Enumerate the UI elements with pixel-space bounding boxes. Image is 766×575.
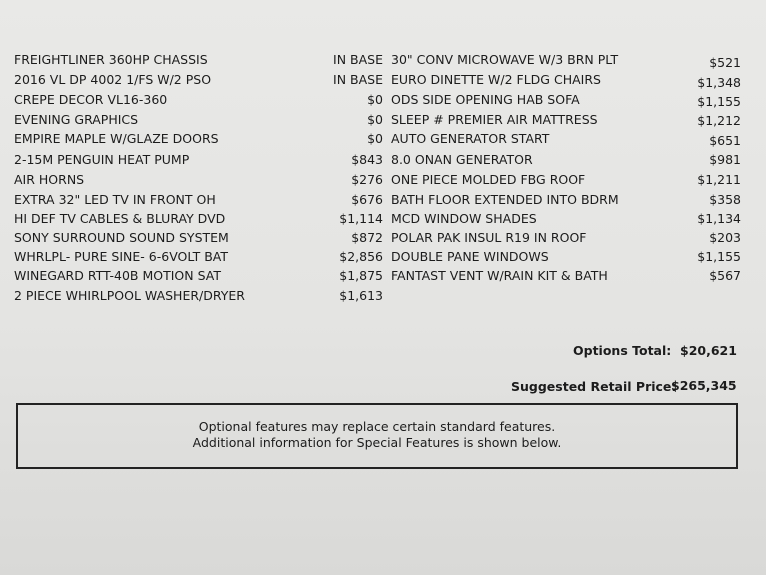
options-row: [0, 286, 766, 305]
option-price: $651: [709, 133, 741, 148]
option-price: IN BASE: [333, 72, 383, 87]
option-description: HI DEF TV CABLES & BLURAY DVD: [14, 211, 226, 226]
option-price: $1,155: [697, 94, 741, 109]
option-price: $358: [709, 192, 741, 207]
option-price: $2,856: [339, 249, 383, 264]
option-price: $1,114: [339, 211, 383, 226]
option-price: $1,875: [339, 268, 383, 283]
notice-line-1: Optional features may replace certain standard features.: [198, 419, 556, 434]
options-total-label: Options Total:: [573, 343, 672, 358]
option-price: IN BASE: [333, 52, 383, 67]
options-row: [0, 266, 766, 285]
option-price: $1,155: [697, 249, 741, 264]
option-description: 2 PIECE WHIRLPOOL WASHER/DRYER: [14, 288, 245, 303]
notice-line-2: Additional information for Special Features is shown below.: [192, 435, 562, 450]
option-description: FREIGHTLINER 360HP CHASSIS: [14, 52, 208, 67]
option-description: SLEEP # PREMIER AIR MATTRESS: [391, 112, 598, 127]
options-row: [0, 70, 766, 89]
option-price: $0: [367, 131, 383, 146]
option-price: $1,613: [339, 288, 383, 303]
option-description: WINEGARD RTT-40B MOTION SAT: [14, 268, 221, 283]
option-description: EMPIRE MAPLE W/GLAZE DOORS: [14, 131, 219, 146]
option-price: $1,134: [697, 211, 741, 226]
option-description: CREPE DECOR VL16-360: [14, 92, 168, 107]
suggested-retail-label: Suggested Retail Price:: [511, 379, 677, 394]
options-total-value: $20,621: [680, 343, 737, 358]
option-description: 2016 VL DP 4002 1/FS W/2 PSO: [14, 72, 212, 87]
option-price: $567: [709, 268, 741, 283]
option-description: MCD WINDOW SHADES: [391, 211, 537, 226]
options-row: [0, 209, 766, 228]
option-price: $1,348: [697, 75, 741, 90]
option-price: $203: [709, 230, 741, 245]
option-price: $521: [709, 55, 741, 70]
option-price: $1,211: [697, 172, 741, 187]
option-description: AUTO GENERATOR START: [391, 131, 550, 146]
options-row: [0, 150, 766, 169]
option-description: DOUBLE PANE WINDOWS: [391, 249, 549, 264]
options-row: [0, 190, 766, 209]
options-row: [0, 90, 766, 109]
option-price: $872: [351, 230, 383, 245]
options-row: [0, 50, 766, 69]
option-description: 2-15M PENGUIN HEAT PUMP: [14, 152, 190, 167]
options-row: [0, 129, 766, 148]
option-price: $0: [367, 112, 383, 127]
option-description: SONY SURROUND SOUND SYSTEM: [14, 230, 229, 245]
option-description: ONE PIECE MOLDED FBG ROOF: [391, 172, 586, 187]
options-row: [0, 247, 766, 266]
option-description: ODS SIDE OPENING HAB SOFA: [391, 92, 580, 107]
option-description: POLAR PAK INSUL R19 IN ROOF: [391, 230, 587, 245]
option-price: $676: [351, 192, 383, 207]
option-description: 8.0 ONAN GENERATOR: [391, 152, 533, 167]
option-description: WHRLPL- PURE SINE- 6-6VOLT BAT: [14, 249, 229, 264]
options-row: [0, 228, 766, 247]
option-description: BATH FLOOR EXTENDED INTO BDRM: [391, 192, 619, 207]
option-description: AIR HORNS: [14, 172, 85, 187]
option-price: $0: [367, 92, 383, 107]
option-description: EXTRA 32" LED TV IN FRONT OH: [14, 192, 216, 207]
option-description: FANTAST VENT W/RAIN KIT & BATH: [391, 268, 608, 283]
option-description: EVENING GRAPHICS: [14, 112, 139, 127]
options-row: [0, 110, 766, 129]
options-row: [0, 170, 766, 189]
option-price: $1,212: [697, 113, 741, 128]
option-price: $981: [709, 152, 741, 167]
notice-box: [16, 403, 738, 469]
option-description: 30" CONV MICROWAVE W/3 BRN PLT: [391, 52, 619, 67]
option-price: $843: [351, 152, 383, 167]
suggested-retail-value: $265,345: [671, 378, 737, 393]
option-description: EURO DINETTE W/2 FLDG CHAIRS: [391, 72, 601, 87]
option-price: $276: [351, 172, 383, 187]
